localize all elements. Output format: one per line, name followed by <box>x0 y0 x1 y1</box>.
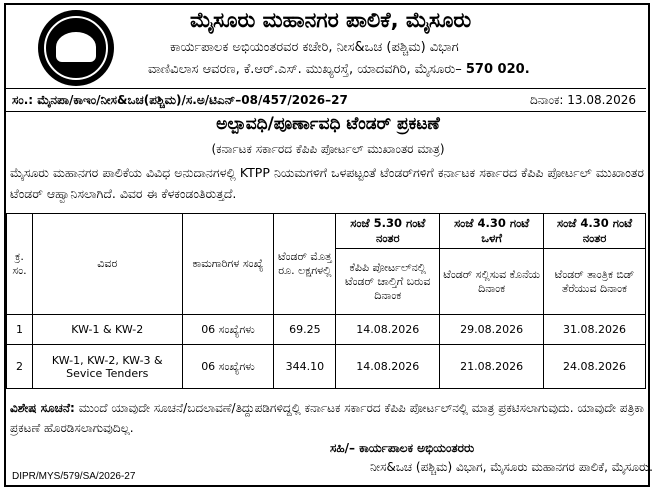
header-time-start: ಸಂಜೆ 5.30 ಗಂಟೆ ನಂತರ <box>336 214 440 249</box>
header-time-last: ಸಂಜೆ 4.30 ಗಂಟೆ ಒಳಗೆ <box>440 214 544 249</box>
row-amount: 69.25 <box>274 315 336 345</box>
row-last-date: 29.08.2026 <box>440 315 544 345</box>
special-note <box>10 398 644 438</box>
table-row <box>7 345 646 389</box>
notice-intro: ಮೈಸೂರು ಮಹಾನಗರ ಪಾಲಿಕೆಯ ವಿವಿಧ ಅನುದಾನಗಳಲ್ಲಿ KTPP ನಿಯಮಗಳಿಗೆ ಒಳಪಟ್ಟಂತೆ ಟೆಂಡರ್‌ಗಳಿಗೆ ಕರ್ನಾಟಕ ಸರ್ಕಾರದ ಕೆಪಿಪಿ ಪೋರ್ಟಲ್ ಮುಖಾಂತರ ಟೆಂಡರ್ ಆಹ್ವಾನಿಸಲಾಗಿದೆ. ವಿವರ ಈ ಕೆಳಕಂಡಂತಿರುತ್ತದೆ. <box>10 165 644 201</box>
row-serial: 2 <box>7 345 33 389</box>
signature-office: ನೀಸ&ಒಚ (ಪಶ್ಚಿಮ) ವಿಭಾಗ, ಮೈಸೂರು ಮಹಾನಗರ ಪಾಲಿಕೆ, ಮೈಸೂರು. <box>370 460 653 474</box>
header-start-date: ಕೆಪಿಪಿ ಪೋರ್ಟಲ್‌ನಲ್ಲಿ ಟೆಂಡರ್ ಚಾಲ್ತಿಗೆ ಬರುವ ದಿನಾಂಕ <box>336 249 440 315</box>
row-start-date: 14.08.2026 <box>336 315 440 345</box>
header-time-open: ಸಂಜೆ 4.30 ಗಂಟೆ ನಂತರ <box>544 214 646 249</box>
header-works-count: ಕಾಮಗಾರಿಗಳ ಸಂಖ್ಯೆ <box>182 214 274 315</box>
row-open-date: 31.08.2026 <box>544 315 646 345</box>
org-name: ಮೈಸೂರು ಮಹಾನಗರ ಪಾಲಿಕೆ, ಮೈಸೂರು <box>190 8 472 32</box>
special-note-label: ವಿಶೇಷ ಸೂಚನೆ: <box>10 401 75 415</box>
table-row <box>7 315 646 345</box>
pincode: 570 020. <box>465 62 530 77</box>
row-serial: 1 <box>7 315 33 345</box>
office-address: ವಾಣಿವಿಲಾಸ ಆವರಣ, ಕೆ.ಆರ್.ಎಸ್. ಮುಖ್ಯರಸ್ತೆ, ಯಾದವಗಿರಿ, ಮೈಸೂರು– 570 020. <box>148 62 530 77</box>
dipr-code: DIPR/MYS/579/SA/2026-27 <box>12 471 136 482</box>
tender-table <box>6 213 646 389</box>
reference-line <box>6 88 646 112</box>
row-last-date: 21.08.2026 <box>440 345 544 389</box>
header-open-date: ಟೆಂಡರ್ ತಾಂತ್ರಿಕ ಬಿಡ್ ತೆರೆಯುವ ದಿನಾಂಕ <box>544 249 646 315</box>
row-details: KW-1 & KW-2 <box>32 315 182 345</box>
header-amount: ಟೆಂಡರ್ ಮೊತ್ತ ರೂ. ಲಕ್ಷಗಳಲ್ಲಿ <box>274 214 336 315</box>
mysuru-corporation-emblem-icon <box>38 10 114 86</box>
special-note-text: ಮುಂದೆ ಯಾವುದೇ ಸೂಚನೆ/ಬದಲಾವಣೆ/ತಿದ್ದುಪಡಿಗಳಿದ್ದಲ್ಲಿ ಕರ್ನಾಟಕ ಸರ್ಕಾರದ ಕೆಪಿಪಿ ಪೋರ್ಟಲ್‌ನಲ್ಲಿ ಮಾತ್ರ ಪ್ರಕಟಿಸಲಾಗುವುದು. ಯಾವುದೇ ಪತ್ರಿಕಾ ಪ್ರಕಟಣೆ ಹೊರಡಿಸಲಾಗುವುದಿಲ್ಲ. <box>10 401 644 435</box>
row-amount: 344.10 <box>274 345 336 389</box>
header-last-date: ಟೆಂಡರ್ ಸಲ್ಲಿಸುವ ಕೊನೆಯ ದಿನಾಂಕ <box>440 249 544 315</box>
header-details: ವಿವರ <box>32 214 182 315</box>
office-name: ಕಾರ್ಯಪಾಲಕ ಅಭಿಯಂತರವರ ಕಚೇರಿ, ನೀಸ&ಒಚ (ಪಶ್ಚಿಮ) ವಿಭಾಗ <box>170 40 459 55</box>
reference-date: ದಿನಾಂಕ: 13.08.2026 <box>530 93 636 107</box>
notice-subtitle: (ಕರ್ನಾಟಕ ಸರ್ಕಾರದ ಕೆಪಿಪಿ ಪೋರ್ಟಲ್ ಮುಖಾಂತರ ಮಾತ್ರ) <box>211 142 445 156</box>
row-works: 06 ಸಂಖ್ಯೆಗಳು <box>182 315 274 345</box>
row-works: 06 ಸಂಖ್ಯೆಗಳು <box>182 345 274 389</box>
notice-title: ಅಲ್ಪಾವಧಿ/ಪೂರ್ಣಾವಧಿ ಟೆಂಡರ್ ಪ್ರಕಟಣೆ <box>216 114 440 134</box>
reference-number: ಸಂ.: ಮೈನಪಾ/ಕಾಇಂ/ನೀಸ&ಒಚ(ಪಶ್ಚಿಮ)/ಸ.ಅ/ಟಿಎನ್–08/457/2026–27 <box>12 93 348 107</box>
header-serial: ಕ್ರ. ಸಂ. <box>7 214 33 315</box>
signature-title: ಸಹಿ/– ಕಾರ್ಯಪಾಲಕ ಅಭಿಯಂತರರು <box>330 441 475 455</box>
row-open-date: 24.08.2026 <box>544 345 646 389</box>
row-start-date: 14.08.2026 <box>336 345 440 389</box>
row-details: KW-1, KW-2, KW-3 & Sevice Tenders <box>32 345 182 389</box>
